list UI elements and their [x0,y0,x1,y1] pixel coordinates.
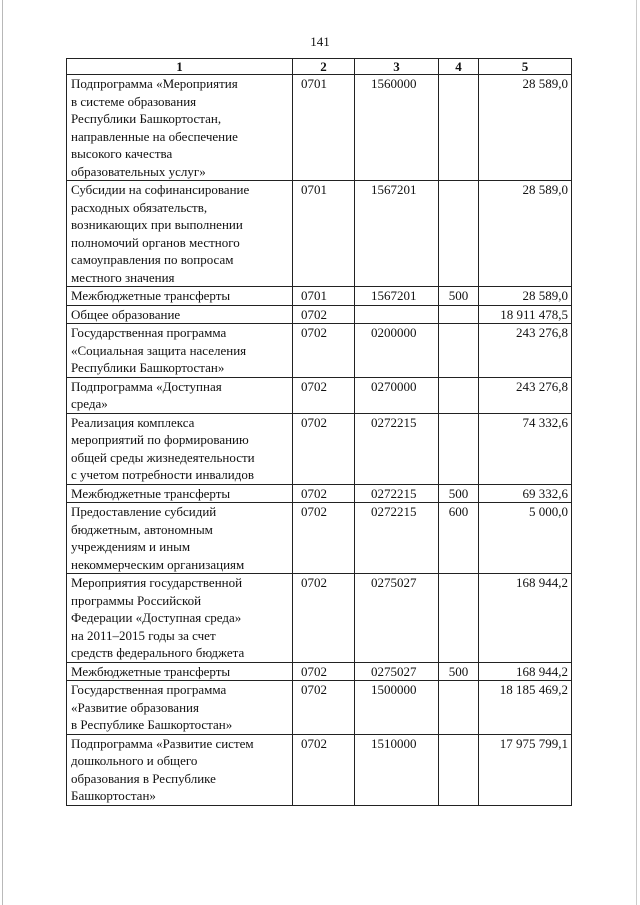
cell-expense-type [439,324,479,378]
table-row [67,75,572,181]
cell-name: Подпрограмма «Мероприятия в системе образования Республики Башкортостан, направленные на обеспечение высокого качества образовательных услуг» [67,75,293,181]
cell-amount: 168 944,2 [479,574,572,663]
cell-target-code: 1510000 [355,734,439,805]
cell-target-code: 0272215 [355,484,439,503]
cell-name: Предоставление субсидий бюджетным, автономным учреждениям и иным некоммерческим организациям [67,503,293,574]
cell-name: Государственная программа «Социальная защита населения Республики Башкортостан» [67,324,293,378]
cell-name: Субсидии на софинансирование расходных обязательств, возникающих при выполнении полномочий органов местного самоуправления по вопросам местного значения [67,181,293,287]
cell-amount: 5 000,0 [479,503,572,574]
cell-section-code: 0702 [293,662,355,681]
cell-target-code: 0270000 [355,377,439,413]
cell-section-code: 0701 [293,75,355,181]
table-body [67,75,572,806]
cell-name: Межбюджетные трансферты [67,484,293,503]
table-row [67,287,572,306]
cell-expense-type [439,305,479,324]
cell-amount: 17 975 799,1 [479,734,572,805]
cell-amount: 28 589,0 [479,75,572,181]
cell-expense-type [439,734,479,805]
cell-target-code: 0272215 [355,413,439,484]
cell-expense-type [439,181,479,287]
cell-amount: 243 276,8 [479,377,572,413]
table-row [67,377,572,413]
cell-expense-type [439,377,479,413]
cell-amount: 74 332,6 [479,413,572,484]
cell-section-code: 0702 [293,305,355,324]
header-col-3: 3 [355,59,439,75]
cell-target-code [355,305,439,324]
cell-name: Межбюджетные трансферты [67,287,293,306]
cell-section-code: 0702 [293,324,355,378]
cell-section-code: 0702 [293,413,355,484]
cell-amount: 28 589,0 [479,287,572,306]
cell-target-code: 1567201 [355,287,439,306]
cell-amount: 168 944,2 [479,662,572,681]
header-col-1: 1 [67,59,293,75]
cell-name: Межбюджетные трансферты [67,662,293,681]
cell-name: Мероприятия государственной программы Российской Федерации «Доступная среда» на 2011–2015 годы за счет средств федерального бюджета [67,574,293,663]
cell-amount: 18 185 469,2 [479,681,572,735]
cell-section-code: 0702 [293,377,355,413]
cell-name: Государственная программа «Развитие образования в Республике Башкортостан» [67,681,293,735]
cell-target-code: 1567201 [355,181,439,287]
header-col-4: 4 [439,59,479,75]
cell-name: Общее образование [67,305,293,324]
cell-amount: 28 589,0 [479,181,572,287]
header-row [67,59,572,75]
cell-name: Подпрограмма «Развитие систем дошкольного и общего образования в Республике Башкортостан» [67,734,293,805]
table-row [67,181,572,287]
cell-expense-type: 600 [439,503,479,574]
cell-target-code: 0275027 [355,574,439,663]
cell-name: Реализация комплекса мероприятий по формированию общей среды жизнедеятельности с учетом потребности инвалидов [67,413,293,484]
table-row [67,503,572,574]
cell-expense-type [439,75,479,181]
table-row [67,662,572,681]
table-row [67,305,572,324]
header-col-5: 5 [479,59,572,75]
cell-name: Подпрограмма «Доступная среда» [67,377,293,413]
table-header [67,59,572,75]
table-row [67,413,572,484]
cell-amount: 243 276,8 [479,324,572,378]
budget-table [66,58,572,806]
table-row [67,681,572,735]
cell-expense-type: 500 [439,662,479,681]
cell-section-code: 0701 [293,181,355,287]
cell-target-code: 1500000 [355,681,439,735]
table-row [67,484,572,503]
table-row [67,574,572,663]
header-col-2: 2 [293,59,355,75]
cell-amount: 69 332,6 [479,484,572,503]
cell-target-code: 0275027 [355,662,439,681]
page-number: 141 [310,34,330,49]
cell-section-code: 0702 [293,484,355,503]
cell-section-code: 0702 [293,503,355,574]
cell-expense-type: 500 [439,287,479,306]
cell-expense-type [439,413,479,484]
page-left-edge [2,0,3,905]
table-row [67,324,572,378]
cell-target-code: 1560000 [355,75,439,181]
cell-expense-type: 500 [439,484,479,503]
table-row [67,734,572,805]
cell-section-code: 0701 [293,287,355,306]
cell-target-code: 0272215 [355,503,439,574]
cell-expense-type [439,574,479,663]
cell-expense-type [439,681,479,735]
cell-section-code: 0702 [293,681,355,735]
cell-target-code: 0200000 [355,324,439,378]
page-right-edge [636,0,637,905]
cell-section-code: 0702 [293,734,355,805]
cell-section-code: 0702 [293,574,355,663]
cell-amount: 18 911 478,5 [479,305,572,324]
